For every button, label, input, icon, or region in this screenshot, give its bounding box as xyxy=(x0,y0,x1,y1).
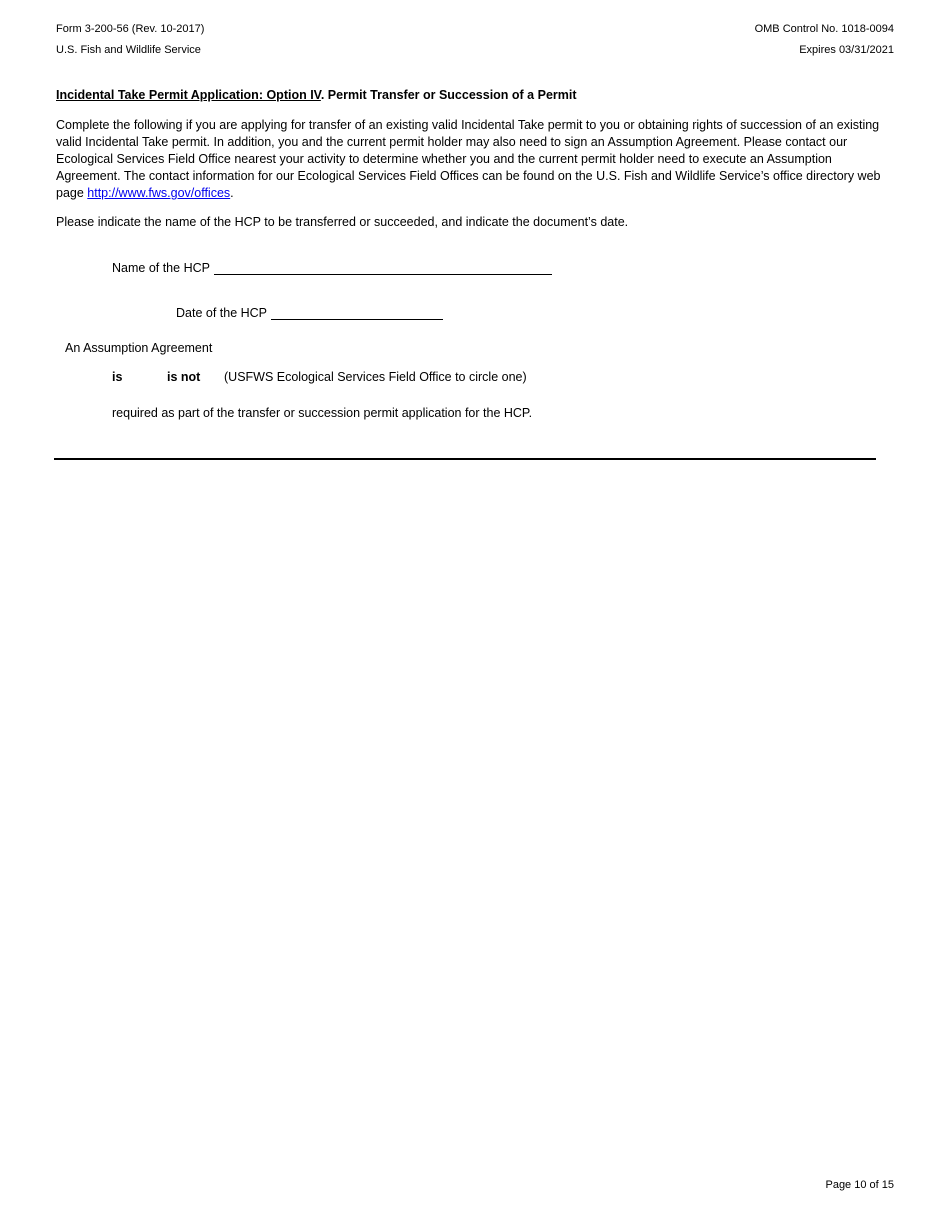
page-number: Page 10 of 15 xyxy=(825,1179,894,1191)
intro-end: . xyxy=(230,186,234,200)
option-is-not[interactable]: is not xyxy=(167,370,201,384)
section-title-rest: . Permit Transfer or Succession of a Permit xyxy=(320,88,577,102)
agency-name: U.S. Fish and Wildlife Service xyxy=(56,44,201,56)
section-divider xyxy=(54,458,876,460)
omb-control-number: OMB Control No. 1018-0094 xyxy=(754,23,894,35)
circle-one-note: (USFWS Ecological Services Field Office to circle one) xyxy=(224,370,527,384)
form-number: Form 3-200-56 (Rev. 10-2017) xyxy=(56,23,205,35)
section-title-underlined: Incidental Take Permit Application: Option IV xyxy=(56,88,321,102)
section-title xyxy=(56,88,577,102)
offices-link[interactable]: http://www.fws.gov/offices xyxy=(87,186,231,200)
intro-paragraph xyxy=(56,117,896,202)
intro-text: Complete the following if you are applying for transfer of an existing valid Incidental Take permit to you or obtaining rights of succession of an existing valid Incidental Take permit. In addition, you and the current permit holder may also need to sign an Assumption Agreement. Please contact our Ecological Services Field Office nearest your activity to determine whether you and the current permit holder need to execute an Assumption Agreement. The contact information for our Ecological Services Field Offices can be found on the U.S. Fish and Wildlife Service’s office directory web page xyxy=(56,118,881,200)
hcp-name-label: Name of the HCP xyxy=(112,261,210,275)
hcp-name-field xyxy=(112,260,552,275)
instruction-paragraph: Please indicate the name of the HCP to be transferred or succeeded, and indicate the document’s date. xyxy=(56,215,629,229)
expiration-date: Expires 03/31/2021 xyxy=(799,44,894,56)
hcp-date-input-line[interactable] xyxy=(271,305,443,320)
hcp-date-field xyxy=(176,305,443,320)
assumption-agreement-label: An Assumption Agreement xyxy=(65,341,213,355)
hcp-name-input-line[interactable] xyxy=(214,260,552,275)
hcp-date-label: Date of the HCP xyxy=(176,306,268,320)
required-statement: required as part of the transfer or succession permit application for the HCP. xyxy=(112,406,533,420)
option-is[interactable]: is xyxy=(112,370,123,384)
